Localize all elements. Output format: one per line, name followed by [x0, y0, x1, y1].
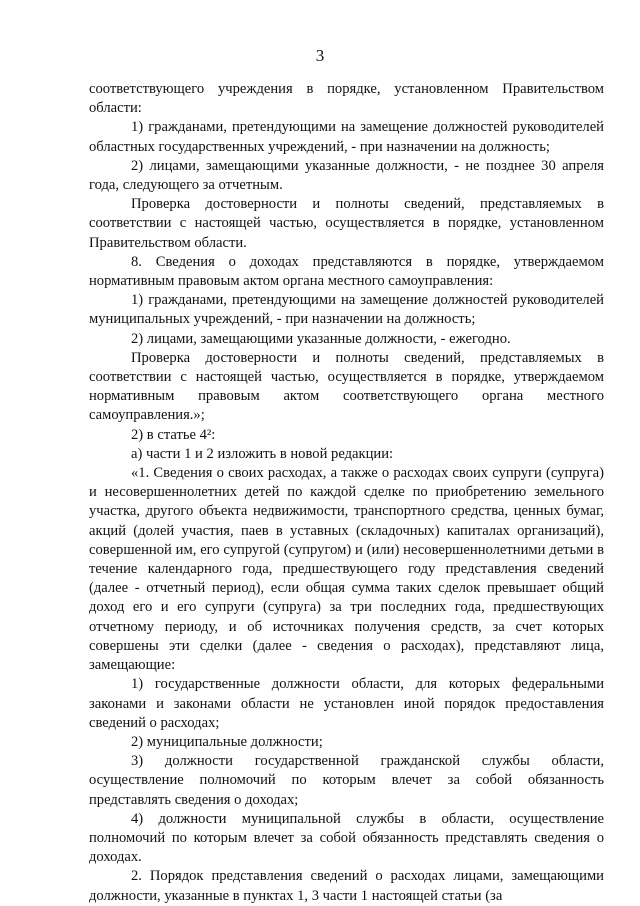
- paragraph-1: соответствующего учреждения в порядке, установленном Правительством области:: [89, 81, 604, 117]
- paragraph-9: 2) в статье 4²:: [131, 426, 216, 443]
- paragraph-11: «1. Сведения о своих расходах, а также о расходах своих супруги (супруга) и несовершеннолетних детей по каждой сделке по приобретению земельного участка, другого объекта недвижимости, транспортного средства, ценных бумаг, акций (долей участия, паев в уставных (складочных) капиталах организаций), совершенной им, его супругой (супругом) и (или) несовершеннолетними детьми в течение календарного года, предшествующего году представления сведений (далее - отчетный период), если общая сумма таких сделок превышает общий доход его и его супруги (супруга) за три последних года, предшествующих отчетному периоду, и об источниках получения средств, за счет которых совершены эти сделки (далее - сведения о расходах), представляют лица, замещающие:: [89, 465, 604, 674]
- paragraph-15: 4) должности муниципальной службы в области, осуществление полномочий по которым влечет за собой обязанность представлять сведения о доходах.: [89, 810, 604, 866]
- paragraph-8: Проверка достоверности и полноты сведений, представляемых в соответствии с настоящей частью, осуществляется в порядке, утверждаемом нормативным правовым актом соответствующего органа местного самоуправления.»;: [89, 349, 604, 424]
- paragraph-12: 1) государственные должности области, для которых федеральными законами и законами области не установлен иной порядок предоставления сведений о расходах;: [89, 676, 604, 731]
- paragraph-10: а) части 1 и 2 изложить в новой редакции:: [131, 445, 394, 462]
- paragraph-2: 1) гражданами, претендующими на замещение должностей руководителей областных государственных учреждений, - при назначении на должность;: [89, 119, 604, 155]
- paragraph-3: 2) лицами, замещающими указанные должности, - не позднее 30 апреля года, следующего за отчетным.: [89, 157, 604, 194]
- paragraph-13: 2) муниципальные должности;: [131, 733, 323, 750]
- paragraph-14: 3) должности государственной гражданской службы области, осуществление полномочий по которым влечет за собой обязанность представлять сведения о доходах;: [89, 753, 604, 808]
- paragraph-7: 2) лицами, замещающими указанные должности, - ежегодно.: [131, 330, 511, 347]
- paragraph-6: 1) гражданами, претендующими на замещение должностей руководителей муниципальных учреждений, - при назначении на должность;: [89, 292, 604, 328]
- document-body: [89, 80, 604, 906]
- page-number: 3: [315, 46, 325, 65]
- paragraph-4: Проверка достоверности и полноты сведений, представляемых в соответствии с настоящей частью, осуществляется в порядке, установленном Правительством области.: [89, 196, 604, 251]
- paragraph-5: 8. Сведения о доходах представляются в порядке, утверждаемом нормативным правовым актом органа местного самоуправления:: [89, 253, 604, 290]
- paragraph-16: 2. Порядок представления сведений о расходах лицами, замещающими должности, указанные в пунктах 1, 3 части 1 настоящей статьи (за: [89, 868, 604, 904]
